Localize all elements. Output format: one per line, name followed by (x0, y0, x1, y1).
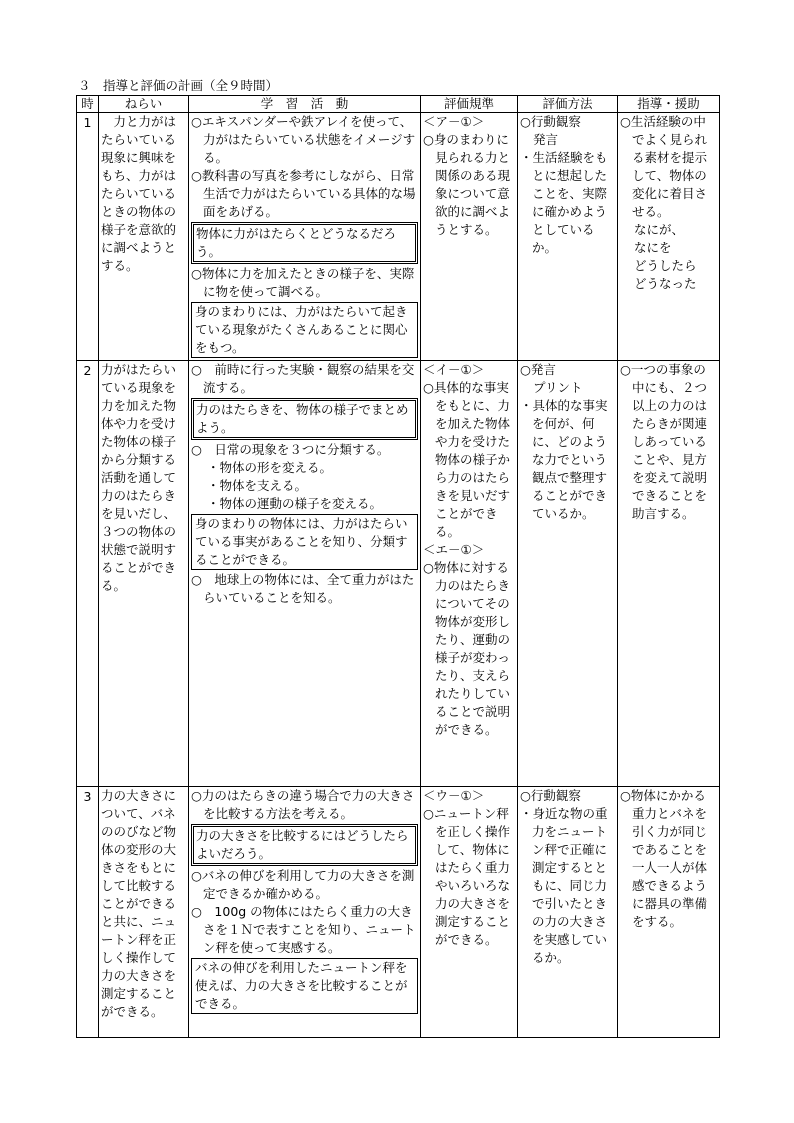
item-text: ○バネの伸びを利用して力の大きさを測定できるか確かめる。 (191, 868, 415, 901)
item-text: ○発言 (520, 362, 556, 377)
question-box: 力のはたらきを、物体の様子でまとめよう。 (191, 398, 418, 440)
summary-box: バネの伸びを利用したニュートン秤を使えば、力の大きさを比較することができる。 (191, 958, 418, 1014)
item-text: なにが、 (634, 222, 685, 237)
item-text: ○物体に力を加えたときの様子を、実際に物を使って調べる。 (191, 266, 415, 299)
header-period: 時 (77, 96, 99, 113)
criteria-cell (421, 361, 518, 787)
method-cell (518, 113, 618, 361)
activity-cell (189, 113, 421, 361)
item-text: ○行動観察 (520, 114, 581, 129)
item-text: ・身近な物の重力をニュートン秤で正確に測定するとともに、同じ力で引いたときの力の大きさを実感しているか。 (520, 806, 608, 965)
item-text: ○具体的な事実をもとに、力を加えた物体や力を受けた物体の様子から力のはたらきを見いだすことができる。 (423, 380, 511, 539)
summary-box: 身のまわりには、力がはたらいて起きている現象がたくさんあることに関心をもつ。 (191, 302, 418, 358)
activity-cell (189, 361, 421, 787)
item-text: ・具体的な事実を何が、何に、どのような力でという観点で整理することができているか。 (520, 398, 608, 521)
header-row (77, 96, 720, 113)
item-text: ○物体に対する力のはたらきについてその物体が変形したり、運動の様子が変わったり、支えられたりしていることで説明ができる。 (423, 560, 511, 737)
table-row (77, 361, 720, 787)
item-text: ○エキスパンダーや鉄アレイを使って、力がはたらいている状態をイメージする。 (191, 114, 416, 165)
criteria-label: ＜イ－①＞ (423, 362, 485, 377)
item-text: ○行動観察 (520, 788, 581, 803)
item-text: ○身のまわりに見られる力と関係のある現象について意欲的に調べようとする。 (423, 132, 511, 237)
method-cell (518, 361, 618, 787)
item-text: ○ 日常の現象を３つに分類する。 (191, 442, 390, 457)
item-text: ・生活経験をもとに想起したことを、実際に確かめようとしているか。 (520, 150, 608, 255)
page-title: ３ 指導と評価の計画（全９時間） (78, 78, 279, 93)
plan-table (76, 95, 720, 1038)
method-cell (518, 787, 618, 1038)
period-cell: 3 (77, 787, 99, 1038)
sub-item: ・物体の運動の様子を変える。 (207, 496, 383, 511)
summary-box: 身のまわりの物体には、力がはたらいている事実があることを知り、分類することができる。 (191, 514, 418, 570)
aim-cell: 力がはたらいている現象を力を加えた物体や力を受けた物体の様子から分類する活動を通して力のはたらきを見いだし、３つの物体の状態で説明することができる。 (99, 361, 189, 787)
item-text: ○物体にかかる重力とバネを引く力が同じであることを一人一人が体感できるように器具の準備をする。 (620, 788, 708, 929)
header-method: 評価方法 (518, 96, 618, 113)
item-text: どうしたら (634, 258, 697, 273)
support-cell (618, 787, 720, 1038)
criteria-label: ＜エ－①＞ (423, 542, 485, 557)
item-text: ○教科書の写真を参考にしながら、日常生活で力がはたらいている具体的な場面をあげる。 (191, 168, 416, 219)
item-text: なにを (634, 240, 672, 255)
header-criteria: 評価規準 (421, 96, 518, 113)
item-text: プリント (533, 380, 583, 395)
criteria-label: ＜ア－①＞ (423, 114, 485, 129)
item-text: ○力のはたらきの違う場合で力の大きさを比較する方法を考える。 (191, 788, 415, 821)
header-support: 指導・援助 (618, 96, 720, 113)
item-text: ○ 100g の物体にはたらく重力の大きさを１Ｎで表すことを知り、ニュートン秤を使って実感する。 (191, 904, 416, 955)
question-box: 物体に力がはたらくとどうなるだろう。 (191, 222, 418, 264)
criteria-cell (421, 113, 518, 361)
table-row (77, 787, 720, 1038)
header-aim: ねらい (99, 96, 189, 113)
support-cell (618, 361, 720, 787)
support-cell (618, 113, 720, 361)
sub-item: ・物体の形を変える。 (207, 460, 333, 475)
item-text: ○生活経験の中でよく見られる素材を提示して、物体の変化に着目させる。 (620, 114, 708, 219)
aim-cell: 力の大きさについて、バネののびなど物体の変形の大きさをもとにして比較することができると共に、ニュートン秤を正しく操作して力の大きさを測定することができる。 (99, 787, 189, 1038)
header-activity: 学 習 活 動 (189, 96, 421, 113)
aim-cell: 力と力がはたらいている現象に興味をもち、力がはたらいているときの物体の様子を意欲的に調べようとする。 (99, 113, 189, 361)
activity-cell (189, 787, 421, 1038)
sub-item: ・物体を支える。 (207, 478, 308, 493)
period-cell: 2 (77, 361, 99, 787)
criteria-cell (421, 787, 518, 1038)
table-row (77, 113, 720, 361)
item-text: 発言 (533, 132, 559, 147)
item-text: ○一つの事象の中にも、２つ以上の力のはたらきが関連しあっていることや、見方を変えて説明できることを助言する。 (620, 362, 708, 521)
item-text: ○ニュートン秤を正しく操作して、物体にはたらく重力やいろいろな力の大きさを測定することができる。 (423, 806, 511, 947)
item-text: ○ 地球上の物体には、全て重力がはたらいていることを知る。 (191, 572, 415, 605)
criteria-label: ＜ウ－①＞ (423, 788, 485, 803)
item-text: どうなった (634, 276, 697, 291)
period-cell: 1 (77, 113, 99, 361)
question-box: 力の大きさを比較するにはどうしたらよいだろう。 (191, 824, 418, 866)
item-text: ○ 前時に行った実験・観察の結果を交流する。 (191, 362, 415, 395)
